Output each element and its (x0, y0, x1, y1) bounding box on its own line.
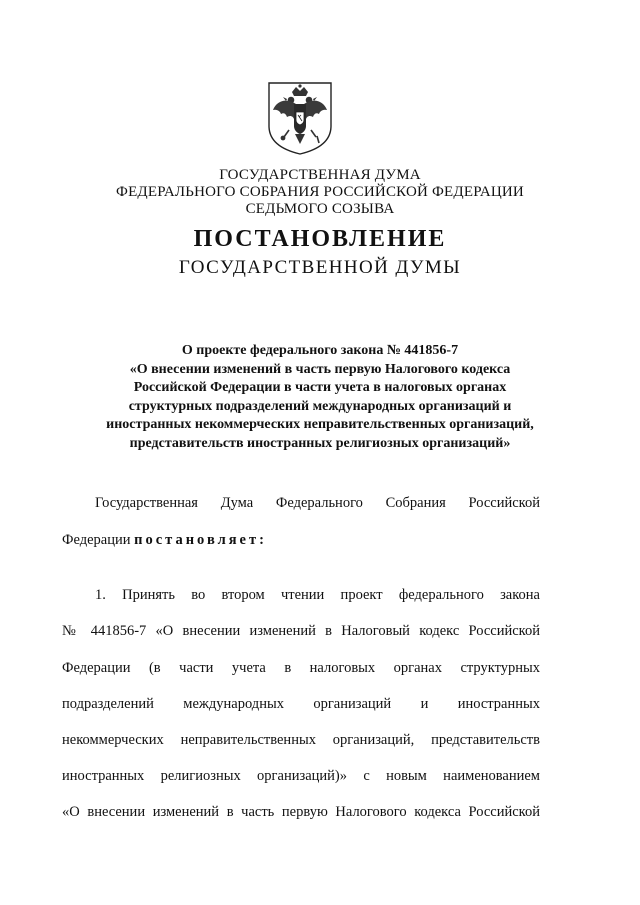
subject-line: Российской Федерации в части учета в налоговых органах (133, 380, 507, 395)
paragraph-1-line: иностранных религиозных организаций)» с новым наименованием (62, 768, 540, 784)
document-title: ПОСТАНОВЛЕНИЕ (193, 226, 447, 252)
paragraph-1-line: подразделений международных организаций и иностранных (62, 696, 540, 712)
resolves-word: постановляет: (134, 532, 267, 548)
paragraph-1-line: № 441856-7 «О внесении изменений в Налоговый кодекс Российской (62, 623, 540, 639)
preamble-line-2 (62, 531, 540, 549)
russian-coat-of-arms-icon (265, 80, 335, 156)
subject-line: О проекте федерального закона № 441856-7 (181, 343, 459, 358)
header-line-1: ГОСУДАРСТВЕННАЯ ДУМА (219, 167, 421, 183)
subject-block (60, 342, 580, 453)
preamble-prefix: Федерации (62, 532, 131, 548)
subject-line: структурных подразделений международных организаций и (128, 398, 512, 414)
paragraph-1-line: некоммерческих неправительственных организаций, представительств (62, 732, 540, 748)
subject-line: «О внесении изменений в часть первую Налогового кодекса (129, 361, 511, 377)
subject-line: представительств иностранных религиозных организаций» (129, 435, 511, 451)
subject-line: иностранных некоммерческих неправительственных организаций, (106, 417, 534, 432)
preamble-line-1: Государственная Дума Федерального Собрания Российской (95, 495, 540, 511)
paragraph-1-line: 1. Принять во втором чтении проект федерального закона (95, 587, 540, 603)
header-line-3: СЕДЬМОГО СОЗЫВА (245, 201, 395, 217)
paragraph-1-line: Федерации (в части учета в налоговых органах структурных (62, 660, 540, 676)
header-line-2: ФЕДЕРАЛЬНОГО СОБРАНИЯ РОССИЙСКОЙ ФЕДЕРАЦИИ (116, 184, 524, 200)
paragraph-1-line: «О внесении изменений в часть первую Налогового кодекса Российской (62, 804, 540, 820)
document-subtitle: ГОСУДАРСТВЕННОЙ ДУМЫ (178, 257, 462, 278)
